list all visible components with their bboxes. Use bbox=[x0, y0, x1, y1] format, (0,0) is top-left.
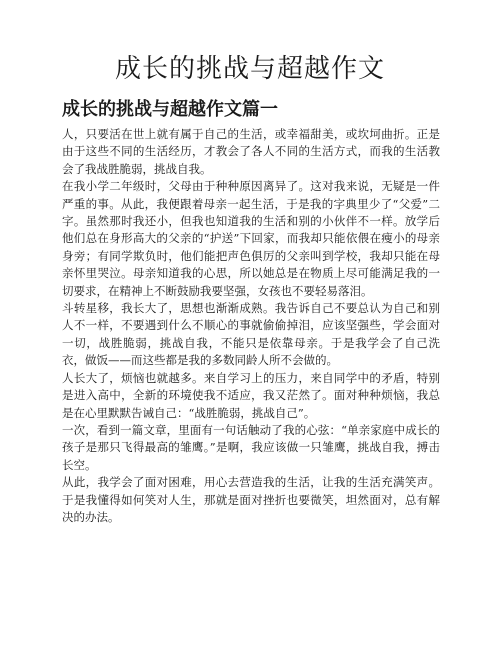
paragraph: 从此，我学会了面对困难，用心去营造我的生活，让我的生活充满笑声。于是我懂得如何笑对人生，那就是面对挫折也要微笑，坦然面对，总有解决的办法。 bbox=[62, 475, 440, 524]
paragraph: 一次，看到一篇文章，里面有一句话触动了我的心弦：“单亲家庭中成长的孩子是那只飞得最高的雏鹰。”是啊，我应该做一只雏鹰，挑战自我，搏击长空。 bbox=[62, 422, 440, 472]
paragraph: 在我小学二年级时，父母由于种种原因离异了。这对我来说，无疑是一件严重的事。从此，我便跟着母亲一起生活，于是我的字典里少了“父爱”二字。虽然那时我还小，但我也知道我的生活和别的小伙伴不一样。放学后他们总在身形高大的父亲的“护送”下回家，而我却只能依偎在瘦小的母亲身旁；有同学欺负时，他们能把声色俱厉的父亲叫到学校，我却只能在母亲怀里哭泣。母亲知道我的心思，所以她总是在物质上尽可能满足我的一切要求，在精神上不断鼓励我要坚强，女孩也不要轻易落泪。 bbox=[62, 179, 440, 298]
paragraph: 斗转星移，我长大了，思想也渐渐成熟。我告诉自己不要总认为自己和别人不一样，不要遇到什么不顺心的事就偷偷掉泪，应该坚强些，学会面对一切，战胜脆弱，挑战自我，不能只是依靠母亲。于是我学会了自己洗衣，做饭——而这些都是我的多数同龄人所不会做的。 bbox=[62, 301, 440, 368]
essay-body bbox=[62, 126, 440, 526]
section-heading: 成长的挑战与超越作文篇一 bbox=[62, 99, 278, 120]
paragraph: 人长大了，烦恼也就越多。来自学习上的压力，来自同学中的矛盾，特别是进入高中，全新的环境使我不适应，我又茫然了。面对种种烦恼，我总是在心里默默告诫自己：“战胜脆弱，挑战自己”。 bbox=[62, 370, 440, 420]
document-title: 成长的挑战与超越作文 bbox=[114, 54, 385, 84]
paragraph: 人，只要活在世上就有属于自己的生活，或幸福甜美，或坎坷曲折。正是由于这些不同的生活经历，才教会了各人不同的生活方式，而我的生活教会了我战胜脆弱，挑战自我。 bbox=[62, 127, 440, 176]
